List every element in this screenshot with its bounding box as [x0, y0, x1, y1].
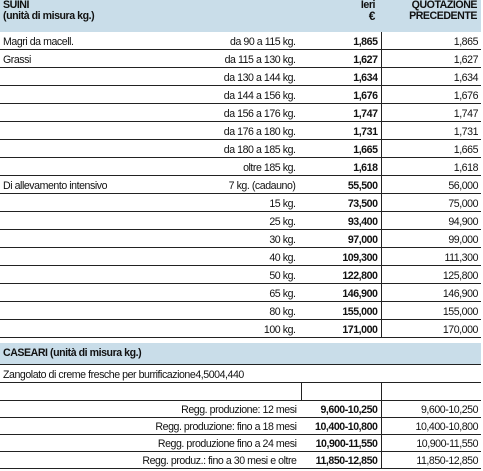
- row-category: [0, 140, 190, 158]
- row-price-ieri: 155,000: [301, 302, 381, 320]
- row-category: [0, 104, 190, 122]
- row-price-precedente: 1,676: [381, 86, 481, 104]
- row-category: [0, 158, 190, 176]
- caseari-title: CASEARI (unità di misura kg.): [0, 343, 481, 365]
- row-category: Grassi: [0, 50, 190, 68]
- suini-header: [0, 0, 481, 32]
- suini-title-line2: (unità di misura kg.): [3, 10, 95, 22]
- row-category: [0, 320, 190, 338]
- row-category: [0, 284, 190, 302]
- caseari-spacer-row: [0, 383, 481, 401]
- suini-row: [0, 266, 481, 284]
- caseari-price-ieri: 9,600-10,250: [301, 401, 381, 418]
- caseari-table: [0, 343, 481, 469]
- row-weight-range: 65 kg.: [190, 284, 301, 302]
- row-price-precedente: 1,731: [381, 122, 481, 140]
- row-category: Magri da macell.: [0, 32, 190, 50]
- suini-row: [0, 32, 481, 50]
- row-category: [0, 302, 190, 320]
- caseari-price-ieri: 10,900-11,550: [301, 435, 381, 452]
- row-price-ieri: 1,665: [301, 140, 381, 158]
- caseari-row: [0, 435, 481, 452]
- row-price-precedente: 1,634: [381, 68, 481, 86]
- suini-row: [0, 140, 481, 158]
- row-price-precedente: 1,865: [381, 32, 481, 50]
- row-price-precedente: 1,747: [381, 104, 481, 122]
- row-category: [0, 86, 190, 104]
- row-price-ieri: 97,000: [301, 230, 381, 248]
- row-price-precedente: 99,000: [381, 230, 481, 248]
- row-weight-range: da 176 a 180 kg.: [190, 122, 301, 140]
- row-price-ieri: 122,800: [301, 266, 381, 284]
- row-price-ieri: 1,634: [301, 68, 381, 86]
- row-price-precedente: 75,000: [381, 194, 481, 212]
- row-weight-range: 30 kg.: [190, 230, 301, 248]
- suini-rows: [0, 32, 481, 338]
- row-weight-range: 40 kg.: [190, 248, 301, 266]
- row-category: [0, 212, 190, 230]
- row-category: [0, 122, 190, 140]
- caseari-price-ieri: 11,850-12,850: [301, 452, 381, 469]
- zangolato-label: Zangolato di creme fresche per burrificazione4,5004,440: [0, 365, 481, 383]
- suini-row: [0, 320, 481, 338]
- row-price-precedente: 155,000: [381, 302, 481, 320]
- suini-title-line1: SUINI: [3, 0, 30, 11]
- suini-row: [0, 50, 481, 68]
- row-price-ieri: 93,400: [301, 212, 381, 230]
- row-weight-range: da 115 a 130 kg.: [190, 50, 301, 68]
- zangolato-row: [0, 365, 481, 383]
- caseari-aging: Regg. produzione: fino a 18 mesi: [0, 418, 301, 435]
- row-weight-range: 50 kg.: [190, 266, 301, 284]
- row-weight-range: 80 kg.: [190, 302, 301, 320]
- row-weight-range: da 144 a 156 kg.: [190, 86, 301, 104]
- row-price-ieri: 171,000: [301, 320, 381, 338]
- row-category: [0, 266, 190, 284]
- row-category: [0, 248, 190, 266]
- caseari-price-ieri: 10,400-10,800: [301, 418, 381, 435]
- row-price-ieri: 109,300: [301, 248, 381, 266]
- row-category: [0, 230, 190, 248]
- suini-title: [0, 0, 301, 32]
- caseari-price-precedente: 10,400-10,800: [381, 418, 481, 435]
- caseari-row: [0, 452, 481, 469]
- row-weight-range: oltre 185 kg.: [190, 158, 301, 176]
- row-weight-range: da 156 a 176 kg.: [190, 104, 301, 122]
- col-ieri-header: [301, 0, 381, 32]
- suini-row: [0, 248, 481, 266]
- row-category: [0, 194, 190, 212]
- suini-row: [0, 104, 481, 122]
- suini-row: [0, 158, 481, 176]
- row-category: [0, 68, 190, 86]
- row-price-ieri: 1,747: [301, 104, 381, 122]
- row-price-ieri: 146,900: [301, 284, 381, 302]
- suini-row: [0, 122, 481, 140]
- row-weight-range: 7 kg. (cadauno): [190, 176, 301, 194]
- caseari-aging: Regg. produzione: 12 mesi: [0, 401, 301, 418]
- caseari-header: [0, 343, 481, 365]
- suini-row: [0, 230, 481, 248]
- row-price-precedente: 1,618: [381, 158, 481, 176]
- euro-symbol: €: [368, 9, 376, 23]
- col-ieri-label: Ieri: [360, 0, 376, 11]
- caseari-rows: [0, 401, 481, 469]
- suini-row: [0, 302, 481, 320]
- caseari-row: [0, 418, 481, 435]
- row-price-precedente: 1,665: [381, 140, 481, 158]
- row-weight-range: da 90 a 115 kg.: [190, 32, 301, 50]
- caseari-aging: Regg. produz.: fino a 30 mesi e oltre: [0, 452, 301, 469]
- row-price-ieri: 1,731: [301, 122, 381, 140]
- caseari-price-precedente: 9,600-10,250: [381, 401, 481, 418]
- row-price-ieri: 73,500: [301, 194, 381, 212]
- row-price-precedente: 111,300: [381, 248, 481, 266]
- col-prec-label-line1: QUOTAZIONE: [411, 0, 478, 11]
- caseari-row: [0, 401, 481, 418]
- caseari-price-precedente: 11,850-12,850: [381, 452, 481, 469]
- row-price-ieri: 1,627: [301, 50, 381, 68]
- suini-row: [0, 194, 481, 212]
- row-price-precedente: 170,000: [381, 320, 481, 338]
- suini-row: [0, 284, 481, 302]
- row-price-precedente: 56,000: [381, 176, 481, 194]
- row-weight-range: da 180 a 185 kg.: [190, 140, 301, 158]
- row-price-ieri: 55,500: [301, 176, 381, 194]
- row-price-ieri: 1,618: [301, 158, 381, 176]
- row-price-ieri: 1,676: [301, 86, 381, 104]
- col-prec-header: [381, 0, 481, 32]
- caseari-aging: Regg. produzione fino a 24 mesi: [0, 435, 301, 452]
- row-category: Di allevamento intensivo: [0, 176, 190, 194]
- row-price-precedente: 146,900: [381, 284, 481, 302]
- suini-row: [0, 212, 481, 230]
- caseari-price-precedente: 10,900-11,550: [381, 435, 481, 452]
- suini-row: [0, 68, 481, 86]
- row-price-precedente: 1,627: [381, 50, 481, 68]
- row-price-ieri: 1,865: [301, 32, 381, 50]
- row-weight-range: 15 kg.: [190, 194, 301, 212]
- col-prec-label-line2: PRECEDENTE: [409, 10, 478, 22]
- suini-row: [0, 86, 481, 104]
- row-weight-range: 25 kg.: [190, 212, 301, 230]
- row-price-precedente: 94,900: [381, 212, 481, 230]
- suini-row: [0, 176, 481, 194]
- row-price-precedente: 125,800: [381, 266, 481, 284]
- row-weight-range: 100 kg.: [190, 320, 301, 338]
- row-weight-range: da 130 a 144 kg.: [190, 68, 301, 86]
